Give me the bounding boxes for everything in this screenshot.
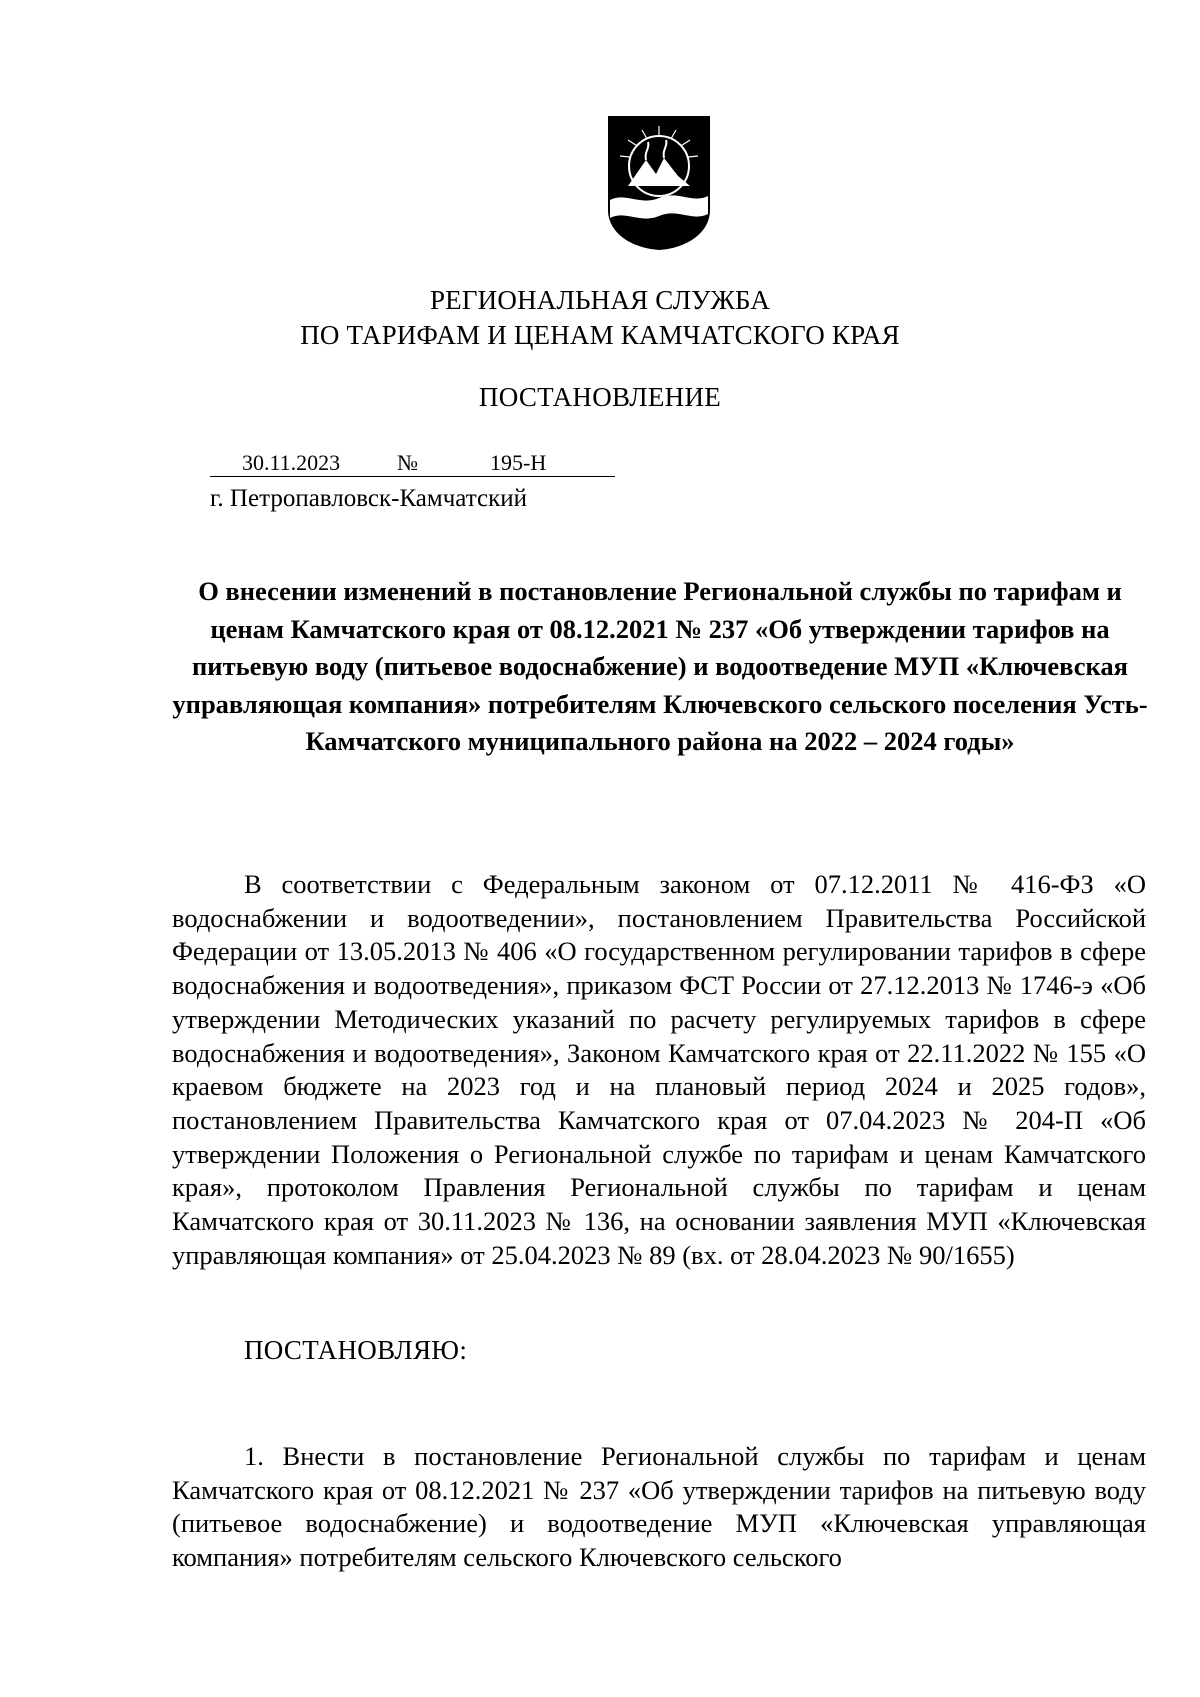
organization-name — [0, 283, 1200, 353]
decree-word: ПОСТАНОВЛЯЮ: — [244, 1335, 468, 1365]
coat-of-arms-icon — [606, 114, 712, 252]
org-line-2: ПО ТАРИФАМ И ЦЕНАМ КАМЧАТСКОГО КРАЯ — [300, 320, 900, 350]
document-number: 195-Н — [490, 450, 547, 475]
document-title: О внесении изменений в постановление Региональной службы по тарифам и ценам Камчатского края от 08.12.2021 № 237 «Об утверждении тарифов на питьевую воду (питьевое водоснабжение) и водоотведение МУП «Ключевская управляющая компания» потребителям Ключевского сельского поселения Усть-Камчатского муниципального района на 2022 – 2024 годы» — [172, 576, 1148, 756]
org-line-1: РЕГИОНАЛЬНАЯ СЛУЖБА — [429, 285, 771, 315]
city-name: г. Петропавловск-Камчатский — [210, 485, 527, 512]
document-type: ПОСТАНОВЛЕНИЕ — [478, 382, 722, 412]
number-sign: № — [397, 450, 418, 475]
registration-line — [210, 450, 615, 480]
document-date: 30.11.2023 — [242, 450, 341, 475]
clause-1-paragraph: 1. Внести в постановление Региональной службы по тарифам и ценам Камчатского края от 08.12.2021 № 237 «Об утверждении тарифов на питьевую воду (питьевое водоснабжение) и водоотведение МУП «Ключевская управляющая компания» потребителям сельского Ключевского сельского — [172, 1441, 1146, 1573]
preamble-paragraph: В соответствии с Федеральным законом от 07.12.2011 № 416-ФЗ «О водоснабжении и водоотведении», постановлением Правительства Российской Федерации от 13.05.2013 № 406 «О государственном регулировании тарифов в сфере водоснабжения и водоотведения», приказом ФСТ России от 27.12.2013 № 1746-э «Об утверждении Методических указаний по расчету регулируемых тарифов в сфере водоснабжения и водоотведения», Законом Камчатского края от 22.11.2022 № 155 «О краевом бюджете на 2023 год и на плановый период 2024 и 2025 годов», постановлением Правительства Камчатского края от 07.04.2023 № 204-П «Об утверждении Положения о Региональной службе по тарифам и ценам Камчатского края», протоколом Правления Региональной службы по тарифам и ценам Камчатского края от 30.11.2023 № 136, на основании заявления МУП «Ключевская управляющая компания» от 25.04.2023 № 89 (вх. от 28.04.2023 № 90/1655) — [172, 869, 1146, 1270]
registration-underline — [210, 476, 615, 477]
